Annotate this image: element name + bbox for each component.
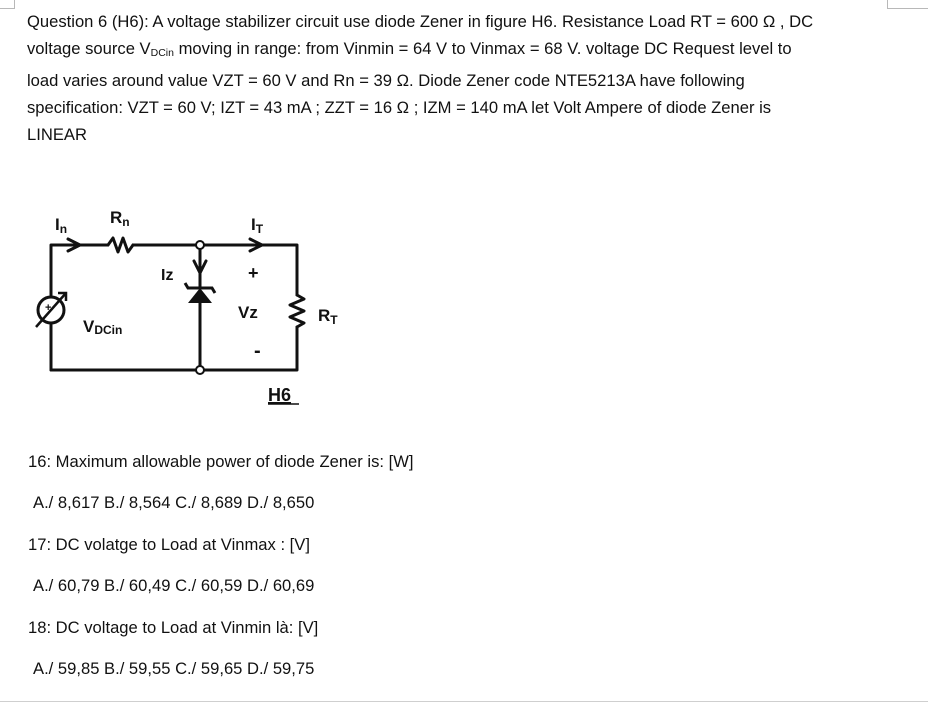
question-text-part: voltage source V xyxy=(27,39,151,58)
page-corner-mark xyxy=(0,0,15,9)
node-bottom xyxy=(196,366,204,374)
question-line xyxy=(27,35,907,67)
label-in: In xyxy=(55,215,68,236)
options-18: A./ 59,85 B./ 59,55 C./ 59,65 D./ 59,75 xyxy=(33,659,315,678)
label-iz: Iz xyxy=(161,267,174,284)
label-rt: RT xyxy=(318,306,338,327)
node-top xyxy=(196,241,204,249)
label-plus: + xyxy=(248,263,259,283)
question-line: load varies around value VZT = 60 V and Rn = 39 Ω. Diode Zener code NTE5213A have following xyxy=(27,71,745,90)
circuit-diagram-h6 xyxy=(28,195,368,415)
question-18: 18: DC voltage to Load at Vinmin là: [V] xyxy=(28,618,319,637)
question-line: LINEAR xyxy=(27,125,87,144)
label-minus: - xyxy=(254,340,261,362)
wire-left xyxy=(51,245,108,299)
question-17: 17: DC volatge to Load at Vinmax : [V] xyxy=(28,535,310,554)
question-line: Question 6 (H6): A voltage stabilizer circuit use diode Zener in figure H6. Resistance Load RT = 600 Ω , DC xyxy=(27,12,814,31)
question-text xyxy=(27,8,907,148)
wire-top xyxy=(133,245,297,295)
label-vz: Vz xyxy=(238,303,258,322)
svg-text:+: + xyxy=(45,302,52,314)
resistor-rn xyxy=(108,238,133,252)
options-17: A./ 60,79 B./ 60,49 C./ 60,59 D./ 60,69 xyxy=(33,576,315,595)
resistor-rt xyxy=(290,295,304,327)
question-16: 16: Maximum allowable power of diode Zener is: [W] xyxy=(28,452,414,471)
figure-caption: H6 xyxy=(268,385,292,405)
options-16: A./ 8,617 B./ 8,564 C./ 8,689 D./ 8,650 xyxy=(33,493,315,512)
subscript-dcin: DCin xyxy=(150,47,174,59)
dc-source-symbol xyxy=(36,293,66,327)
question-text-part: moving in range: from Vinmin = 64 V to Vinmax = 68 V. voltage DC Request level to xyxy=(173,39,792,58)
label-it: IT xyxy=(251,215,264,236)
label-vdcin: VDCin xyxy=(83,317,123,337)
label-rn: Rn xyxy=(110,208,130,229)
question-line: specification: VZT = 60 V; IZT = 43 mA ; ZZT = 16 Ω ; IZM = 140 mA let Volt Ampere of diode Zener is xyxy=(27,98,772,117)
